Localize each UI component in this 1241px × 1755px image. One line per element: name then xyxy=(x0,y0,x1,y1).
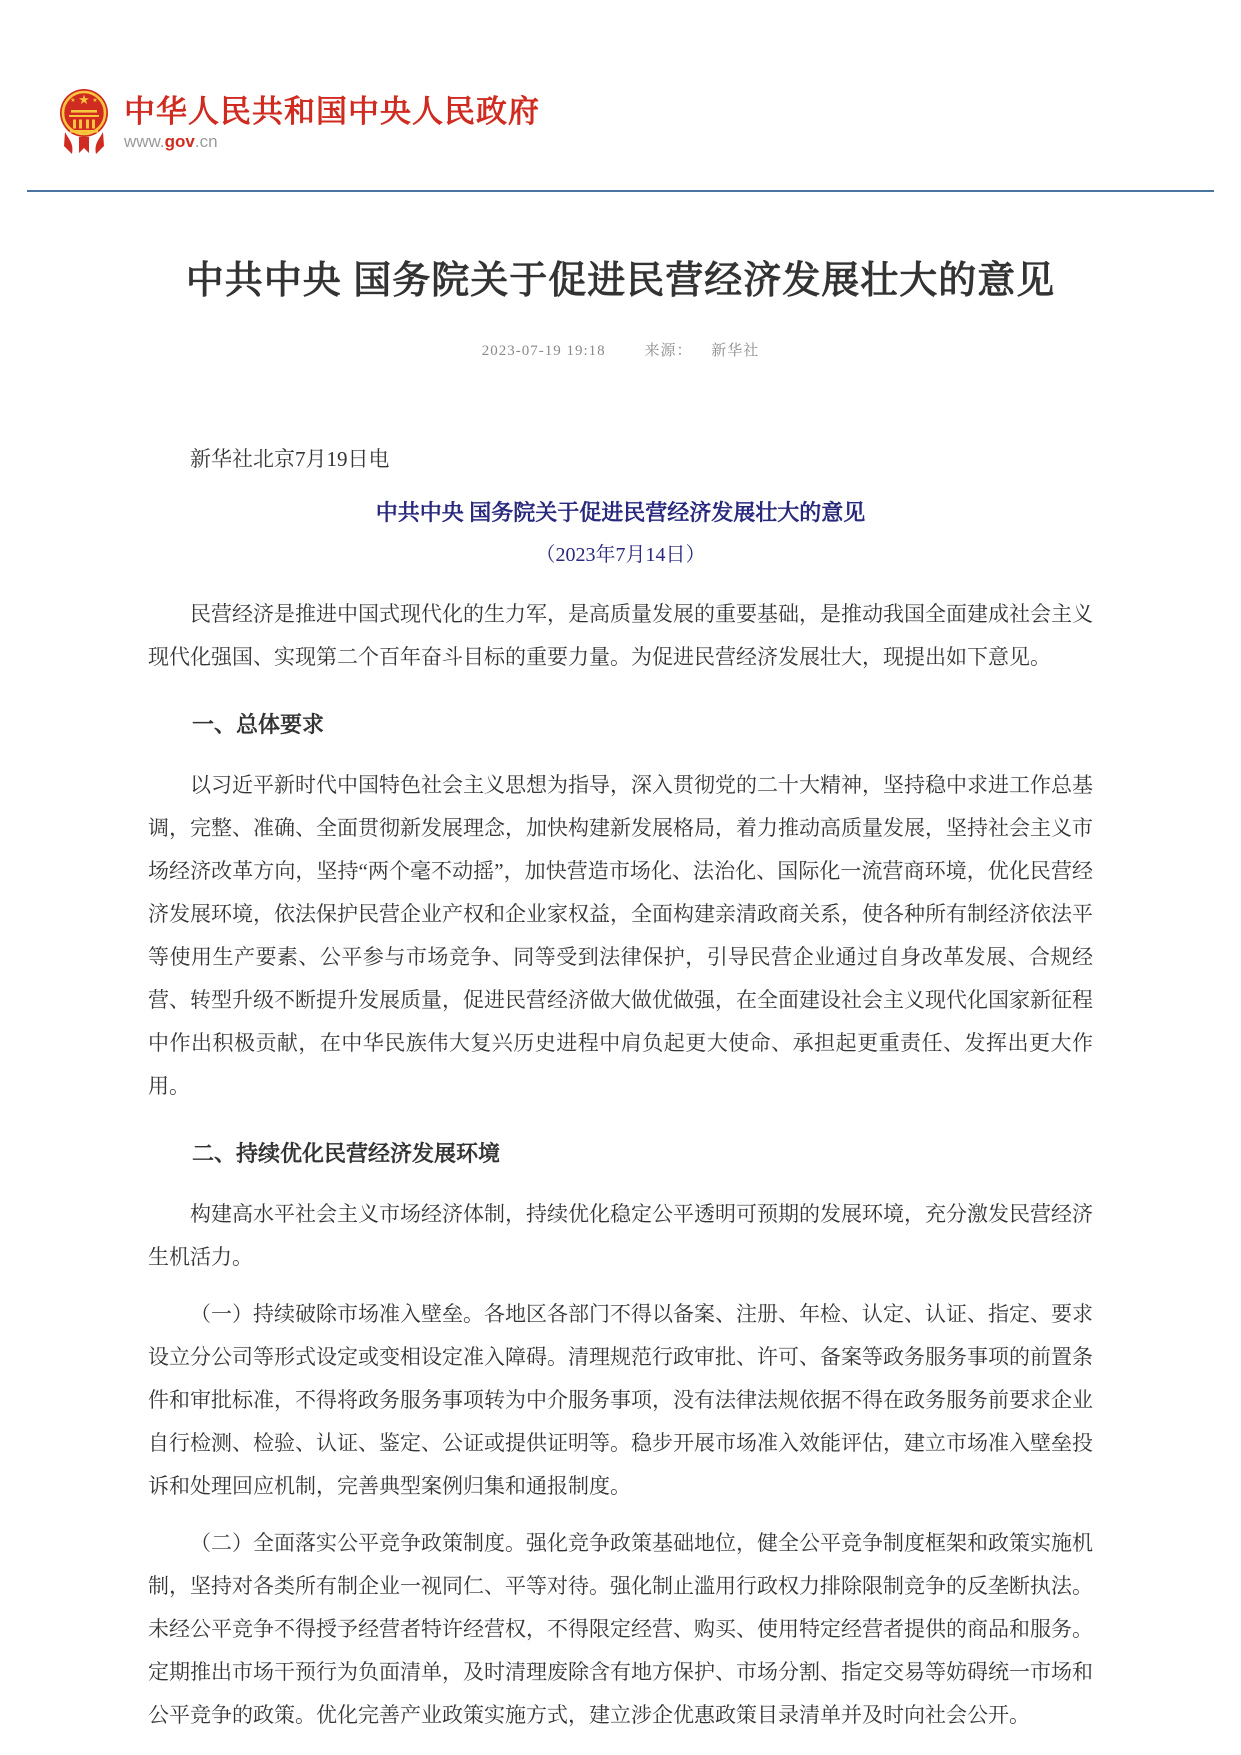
article-body xyxy=(148,438,1093,1737)
source-label: 来源： xyxy=(644,343,693,360)
publish-datetime: 2023-07-19 19:18 xyxy=(481,343,606,360)
article xyxy=(148,256,1093,1737)
body-paragraph: （一）持续破除市场准入壁垒。各地区各部门不得以备案、注册、年检、认定、认证、指定、要求设立分公司等形式设定或变相设定准入障碍。清理规范行政审批、许可、备案等政务服务事项的前置条件和审批标准，不得将政务服务事项转为中介服务事项，没有法律法规依据不得在政务服务前要求企业自行检测、检验、认证、鉴定、公证或提供证明等。稳步开展市场准入效能评估，建立市场准入壁垒投诉和处理回应机制，完善典型案例归集和通报制度。 xyxy=(148,1302,1093,1499)
body-paragraph: 构建高水平社会主义市场经济体制，持续优化稳定公平透明可预期的发展环境，充分激发民营经济生机活力。 xyxy=(148,1202,1093,1270)
site-header xyxy=(0,0,1241,160)
article-meta xyxy=(148,339,1093,360)
svg-text:★: ★ xyxy=(78,93,90,108)
site-url: www.gov.cn xyxy=(124,132,218,152)
site-identity[interactable] xyxy=(124,94,540,153)
svg-text:★: ★ xyxy=(92,97,98,104)
document-title: 中共中央 国务院关于促进民营经济发展壮大的意见 xyxy=(375,500,866,526)
body-paragraph: 以习近平新时代中国特色社会主义思想为指导，深入贯彻党的二十大精神，坚持稳中求进工作总基调，完整、准确、全面贯彻新发展理念，加快构建新发展格局，着力推动高质量发展，坚持社会主义市场经济改革方向，坚持“两个毫不动摇”，加快营造市场化、法治化、国际化一流营商环境，优化民营经济发展环境，依法保护民营企业产权和企业家权益，全面构建亲清政商关系，使各种所有制经济依法平等使用生产要素、公平参与市场竞争、同等受到法律保护，引导民营企业通过自身改革发展、合规经营、转型升级不断提升发展质量，促进民营经济做大做优做强，在全面建设社会主义现代化国家新征程中作出积极贡献，在中华民族伟大复兴历史进程中肩负起更大使命、承担起更重责任、发挥出更大作用。 xyxy=(148,773,1093,1099)
svg-text:★: ★ xyxy=(70,97,76,104)
header-divider xyxy=(27,190,1214,192)
body-paragraph: 民营经济是推进中国式现代化的生力军，是高质量发展的重要基础，是推动我国全面建成社会主义现代化强国、实现第二个百年奋斗目标的重要力量。为促进民营经济发展壮大，现提出如下意见。 xyxy=(148,602,1093,670)
body-blocks xyxy=(148,593,1093,1737)
national-emblem-icon[interactable] xyxy=(58,86,110,160)
page-title: 中共中央 国务院关于促进民营经济发展壮大的意见 xyxy=(185,260,1056,302)
section-heading: 一、总体要求 xyxy=(192,712,325,738)
document-date: （2023年7月14日） xyxy=(535,544,706,567)
source-value: 新华社 xyxy=(711,343,760,360)
site-name: 中华人民共和国中央人民政府 xyxy=(124,93,540,129)
dateline: 新华社北京7月19日电 xyxy=(190,447,390,472)
section-heading: 二、持续优化民营经济发展环境 xyxy=(192,1141,501,1167)
body-paragraph: （二）全面落实公平竞争政策制度。强化竞争政策基础地位，健全公平竞争制度框架和政策实施机制，坚持对各类所有制企业一视同仁、平等对待。强化制止滥用行政权力排除限制竞争的反垄断执法。未经公平竞争不得授予经营者特许经营权，不得限定经营、购买、使用特定经营者提供的商品和服务。定期推出市场干预行为负面清单，及时清理废除含有地方保护、市场分割、指定交易等妨碍统一市场和公平竞争的政策。优化完善产业政策实施方式，建立涉企优惠政策目录清单并及时向社会公开。 xyxy=(148,1531,1093,1728)
